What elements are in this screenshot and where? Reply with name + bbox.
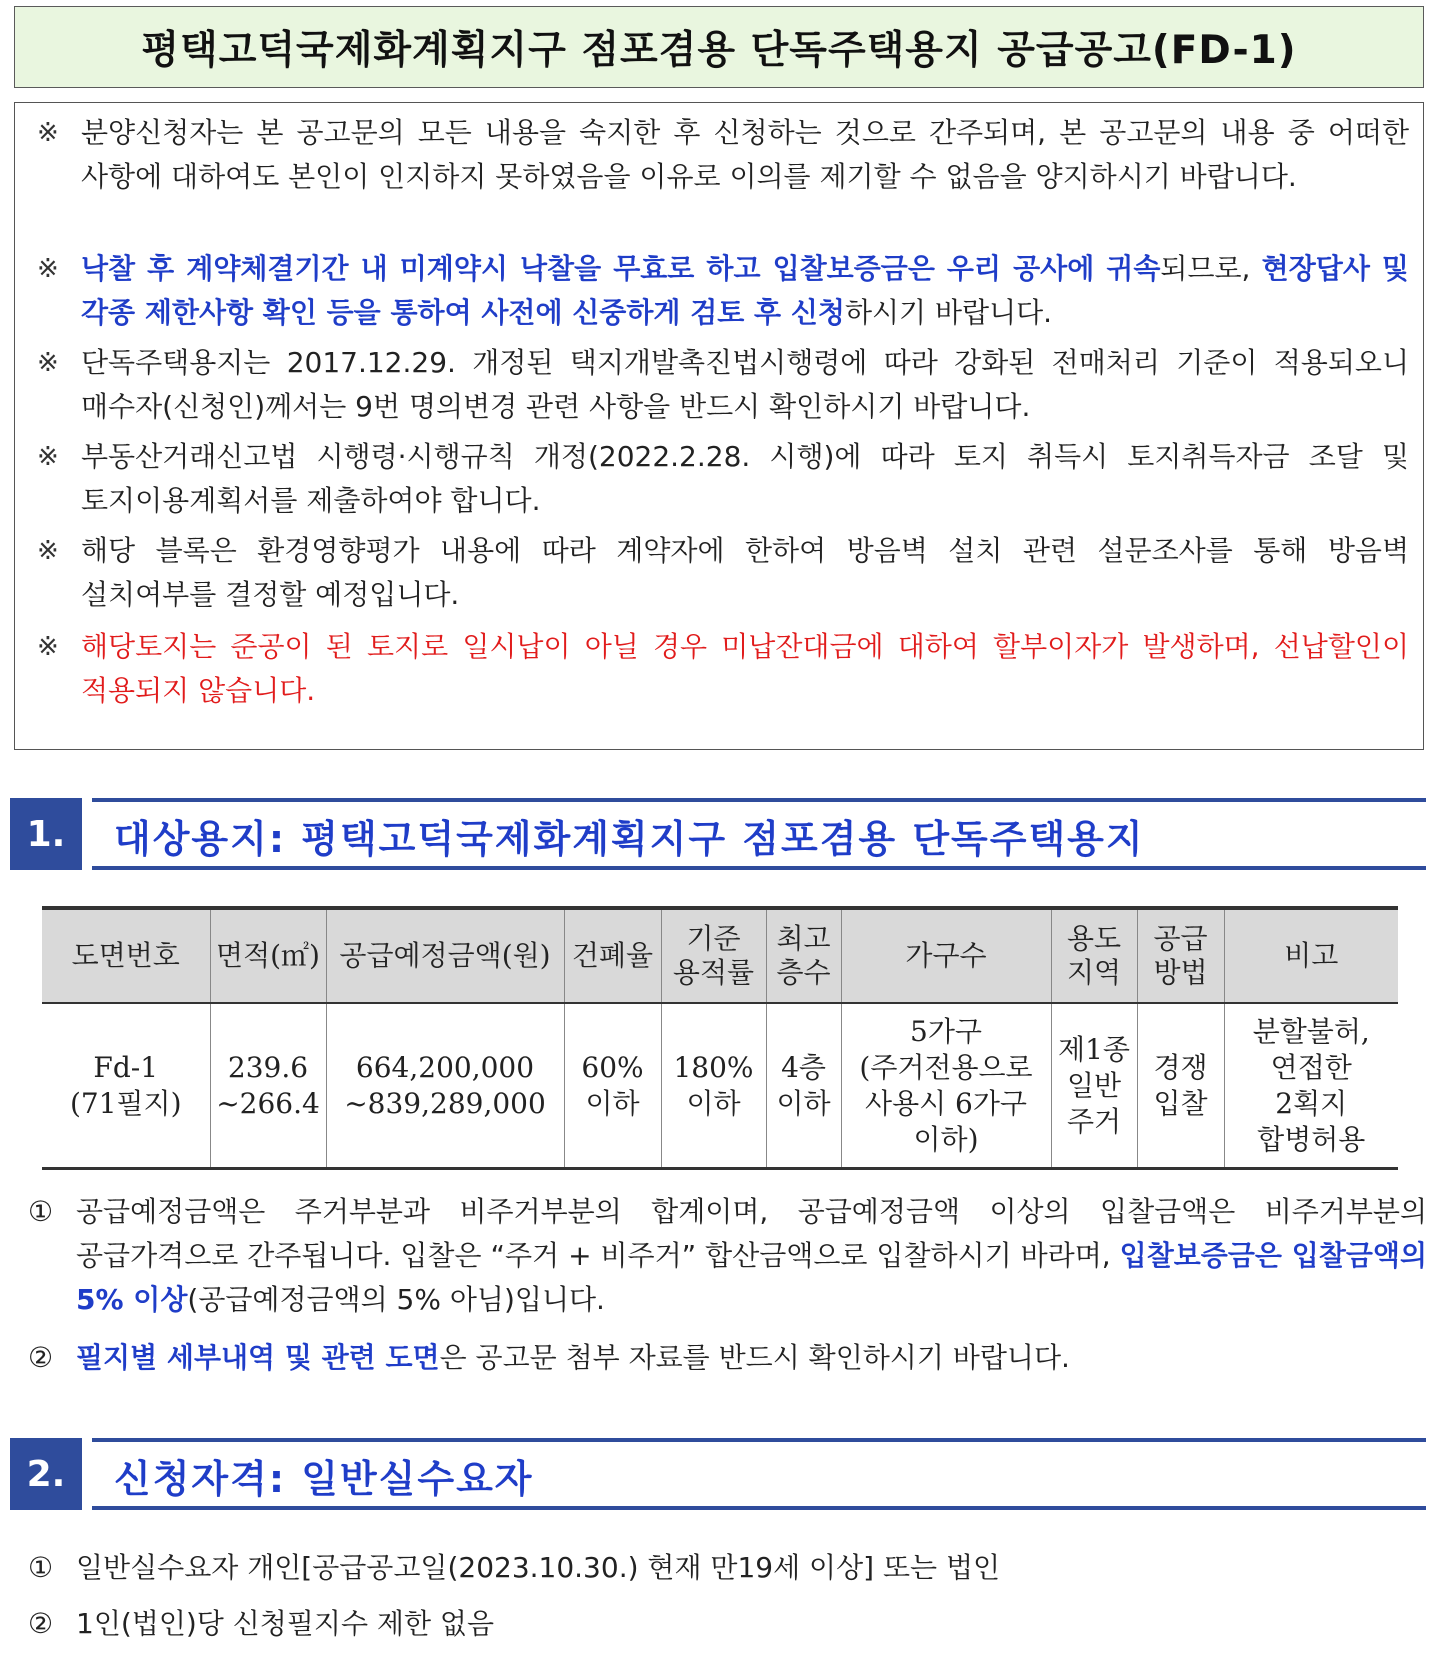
- col-header-far: 기준 용적률: [661, 908, 766, 1003]
- notice-text-segment: 하시기 바랍니다.: [844, 296, 1053, 329]
- notice-text-segment: 해당 블록은 환경영향평가 내용에 따라 계약자에 한하여 방음벽 설치 관련 설문조사를 통해 방음벽 설치여부를 결정할 예정입니다.: [81, 534, 1409, 611]
- table-row: [42, 1003, 1398, 1169]
- section-title: 신청자격: 일반실수요자: [114, 1457, 534, 1501]
- section-rule-bottom: [92, 1506, 1426, 1510]
- col-header-drawing-no: 도면번호: [42, 908, 210, 1003]
- col-header-method: 공급 방법: [1137, 908, 1224, 1003]
- reference-mark: ※: [37, 118, 59, 148]
- notice-text-segment: 해당토지는 준공이 된 토지로 일시납이 아닐 경우 미납잔대금에 대하여 할부이자가 발생하며, 선납할인이 적용되지 않습니다.: [81, 630, 1409, 707]
- note-text: [76, 1336, 1427, 1380]
- cell-coverage: 60% 이하: [564, 1003, 661, 1169]
- reference-mark: ※: [37, 442, 59, 472]
- cell-method: 경쟁 입찰: [1137, 1003, 1224, 1169]
- col-header-floors: 최고 층수: [766, 908, 841, 1003]
- col-header-remarks: 비고: [1224, 908, 1398, 1003]
- col-header-price: 공급예정금액(원): [326, 908, 564, 1003]
- note-text-segment: 은 공고문 첨부 자료를 반드시 확인하시기 바랍니다.: [439, 1341, 1070, 1374]
- section-title: 대상용지: 평택고덕국제화계획지구 점포겸용 단독주택용지: [114, 817, 1145, 861]
- col-header-zoning: 용도 지역: [1051, 908, 1137, 1003]
- col-header-area: 면적(㎡): [210, 908, 326, 1003]
- reference-mark: ※: [37, 254, 59, 284]
- reference-mark: ※: [37, 536, 59, 566]
- notice-text: [81, 529, 1409, 617]
- cell-zoning: 제1종 일반 주거: [1051, 1003, 1137, 1169]
- cell-households: 5가구 (주거전용으로 사용시 6가구 이하): [841, 1003, 1051, 1169]
- circled-number: ②: [28, 1341, 54, 1374]
- notice-text: [81, 111, 1409, 199]
- cell-price: 664,200,000 ~839,289,000: [326, 1003, 564, 1169]
- note-text-segment: 공급예정금액은 주거부분과 비주거부분의 합계이며, 공급예정금액 이상의 입찰금액은 비주거부분의 공급가격으로 간주됩니다. 입찰은 “주거 + 비주거” 합산금액으로 입찰하시기 바라며,: [76, 1195, 1427, 1272]
- note-text-segment: (공급예정금액의 5% 아님)입니다.: [187, 1283, 605, 1316]
- cell-area: 239.6 ~266.4: [210, 1003, 326, 1169]
- notice-box: [14, 102, 1424, 750]
- note-text-segment: 일반실수요자 개인[공급공고일(2023.10.30.) 현재 만19세 이상] 또는 법인: [76, 1551, 1001, 1584]
- cell-floors: 4층 이하: [766, 1003, 841, 1169]
- circled-number: ①: [28, 1551, 54, 1584]
- reference-mark: ※: [37, 348, 59, 378]
- note-emphasis: 필지별 세부내역 및 관련 도면: [76, 1341, 440, 1374]
- note-emphasis: 입찰보증금은 입찰금액의 5% 이상: [76, 1239, 1427, 1316]
- note-text: [76, 1602, 1427, 1646]
- section-rule-top: [92, 1438, 1426, 1442]
- notice-text: [81, 341, 1409, 429]
- land-supply-table: [42, 906, 1398, 1170]
- notice-text-segment: 되므로,: [1160, 252, 1262, 285]
- notice-text-segment: 분양신청자는 본 공고문의 모든 내용을 숙지한 후 신청하는 것으로 간주되며, 본 공고문의 내용 중 어떠한 사항에 대하여도 본인이 인지하지 못하였음을 이유로 이의를 제기할 수 없음을 양지하시기 바랍니다.: [81, 116, 1409, 193]
- col-header-coverage: 건폐율: [564, 908, 661, 1003]
- notice-text: [81, 435, 1409, 523]
- cell-drawing-no: Fd-1 (71필지): [42, 1003, 210, 1169]
- notice-emphasis: 현장답사 및 각종 제한사항 확인 등을 통하여 사전에 신중하게 검토 후 신청: [81, 252, 1409, 329]
- table-header-row: [42, 908, 1398, 1003]
- col-header-households: 가구수: [841, 908, 1051, 1003]
- notice-text-warning: [81, 625, 1409, 713]
- circled-number: ①: [28, 1195, 54, 1228]
- cell-remarks: 분할불허, 연접한 2획지 합병허용: [1224, 1003, 1398, 1169]
- note-text: [76, 1190, 1427, 1322]
- cell-far: 180% 이하: [661, 1003, 766, 1169]
- section-header-2: [10, 1438, 1426, 1510]
- reference-mark: ※: [37, 632, 59, 662]
- title-banner: [14, 6, 1424, 88]
- section-number: 2.: [10, 1438, 82, 1510]
- page-title: 평택고덕국제화계획지구 점포겸용 단독주택용지 공급공고(FD-1): [141, 28, 1297, 73]
- notice-emphasis: 낙찰 후 계약체결기간 내 미계약시 낙찰을 무효로 하고 입찰보증금은 우리 공사에 귀속: [81, 252, 1161, 285]
- notice-text-segment: 단독주택용지는 2017.12.29. 개정된 택지개발촉진법시행령에 따라 강화된 전매처리 기준이 적용되오니 매수자(신청인)께서는 9번 명의변경 관련 사항을 반드시 확인하시기 바랍니다.: [81, 346, 1409, 423]
- circled-number: ②: [28, 1607, 54, 1640]
- section-header-1: [10, 798, 1426, 870]
- notice-text-segment: 부동산거래신고법 시행령·시행규칙 개정(2022.2.28. 시행)에 따라 토지 취득시 토지취득자금 조달 및 토지이용계획서를 제출하여야 합니다.: [81, 440, 1409, 517]
- section-rule-bottom: [92, 866, 1426, 870]
- section-rule-top: [92, 798, 1426, 802]
- note-text: [76, 1546, 1427, 1590]
- note-text-segment: 1인(법인)당 신청필지수 제한 없음: [76, 1607, 494, 1640]
- section-number: 1.: [10, 798, 82, 870]
- notice-text: [81, 247, 1409, 335]
